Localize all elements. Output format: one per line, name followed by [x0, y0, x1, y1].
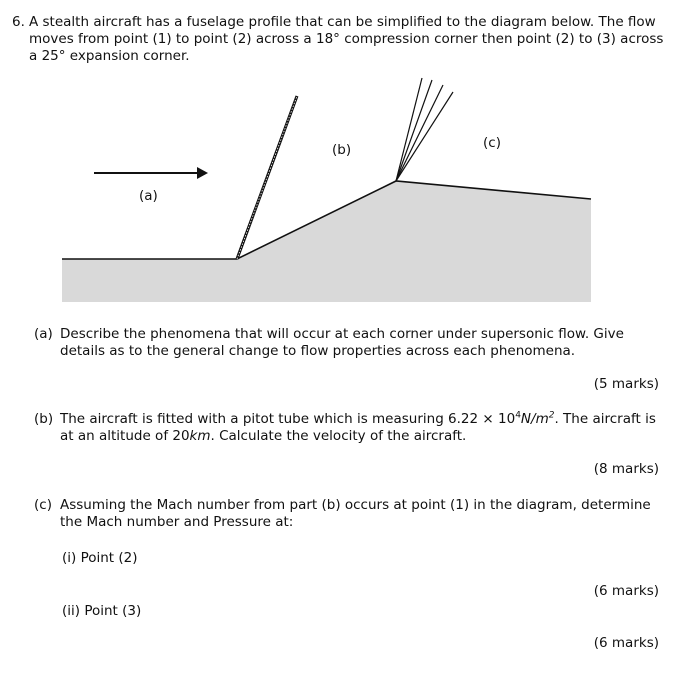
diagram-label-b: (b)	[332, 142, 352, 158]
diagram-label-a: (a)	[139, 188, 158, 204]
question-number: 6.	[12, 14, 25, 30]
part-c-text: Assuming the Mach number from part (b) occurs at point (1) in the diagram, determine the Mach number and Pressure at:	[60, 497, 651, 530]
part-c-label: (c)	[34, 497, 52, 513]
diagram-label-c: (c)	[483, 135, 501, 151]
part-a	[34, 326, 664, 360]
part-a-label: (a)	[34, 326, 53, 342]
part-c	[34, 497, 664, 531]
part-b-text: The aircraft is fitted with a pitot tube which is measuring $6.22 \times 10^4N/m^2$. The aircraft is at an altitude of 20km. Calculate the velocity of the aircraft.	[60, 410, 656, 444]
question-intro-text: A stealth aircraft has a fuselage profile that can be simplified to the diagram below. The flow moves from point (1) to point (2) across a 18° compression corner then point (2) to (3) across a 25° expansion corner.	[29, 14, 664, 64]
flow-direction-arrow	[94, 167, 208, 179]
expansion-fan	[396, 78, 453, 181]
fuselage-profile-diagram	[0, 0, 693, 320]
part-c-marks-ii: (6 marks)	[593, 635, 659, 651]
part-c-sub-ii: (ii) Point (3)	[62, 603, 142, 619]
part-b-marks: (8 marks)	[593, 461, 659, 477]
part-c-sub-i: (i) Point (2)	[62, 550, 138, 566]
part-b	[34, 411, 664, 445]
part-c-marks-i: (6 marks)	[593, 583, 659, 599]
part-b-label: (b)	[34, 411, 54, 427]
part-a-text: Describe the phenomena that will occur at each corner under supersonic flow. Give details as to the general change to flow properties across each phenomena.	[60, 326, 624, 359]
part-a-marks: (5 marks)	[593, 376, 659, 392]
